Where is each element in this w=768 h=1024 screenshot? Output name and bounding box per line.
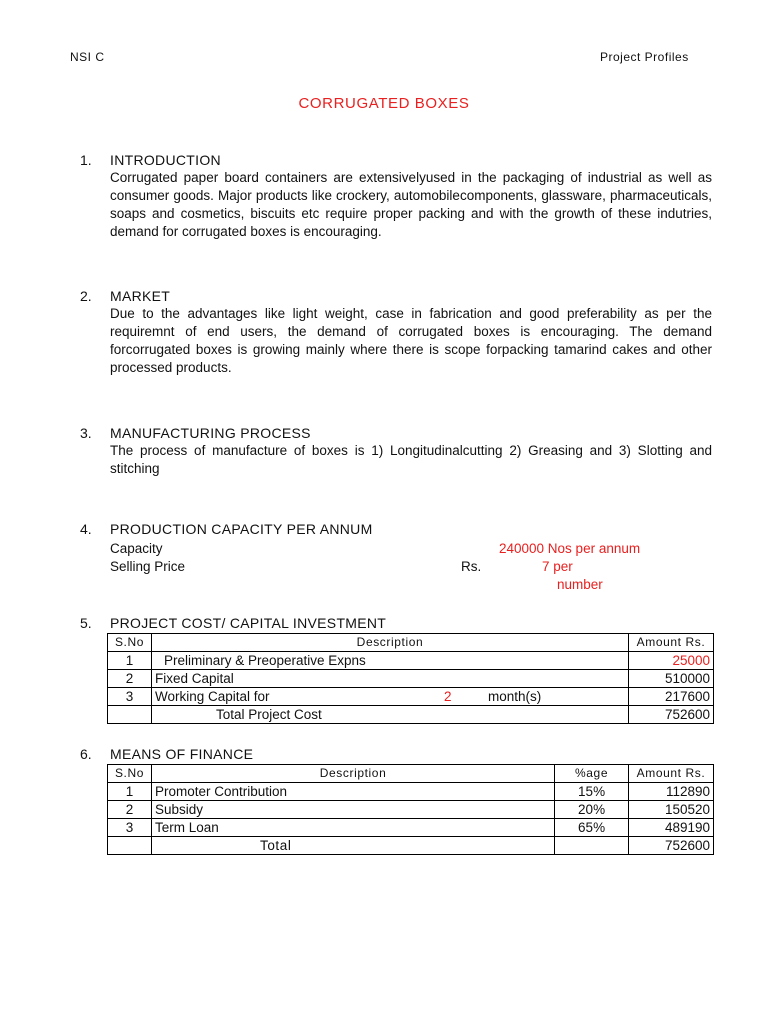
page-title: CORRUGATED BOXES (298, 95, 470, 112)
section-5-number: 5. (80, 615, 92, 631)
row-description: Subsidy (151, 801, 554, 819)
header-amount: Amount Rs. (629, 765, 714, 783)
table-header-row (108, 634, 714, 652)
total-label: Total Project Cost (151, 706, 628, 724)
section-5-title: PROJECT COST/ CAPITAL INVESTMENT (110, 615, 387, 631)
table-row (108, 783, 714, 801)
section-1-text: Corrugated paper board containers are extensivelyused in the packaging of industrial as well as consumer goods. Major products like crockery, automobilecomponents, glassware, pharmaceuticals, soaps and cosmetics, biscuits etc require proper packing and with the growth of these indutries, demand for corrugated boxes is encouraging. (110, 170, 712, 239)
section-3-number: 3. (80, 425, 92, 441)
header-amount: Amount Rs. (629, 634, 714, 652)
row-amount: 112890 (629, 783, 714, 801)
row-amount: 217600 (629, 688, 714, 706)
header-left: NSI C (70, 50, 105, 64)
header-percentage: %age (555, 765, 629, 783)
capacity-label: Capacity (110, 541, 163, 556)
row-description: Preliminary & Preoperative Expns (151, 652, 628, 670)
total-sno-empty (108, 837, 152, 855)
row-percentage: 65% (555, 819, 629, 837)
section-2-title: MARKET (110, 288, 171, 304)
section-6-number: 6. (80, 746, 92, 762)
section-3-title: MANUFACTURING PROCESS (110, 425, 311, 441)
selling-price-value: 7 per (542, 559, 573, 574)
section-3-text: The process of manufacture of boxes is 1) Longitudinalcutting 2) Greasing and 3) Slotting and stitching (110, 443, 712, 476)
header-description: Description (151, 634, 628, 652)
section-4-number: 4. (80, 521, 92, 537)
total-amount: 752600 (629, 706, 714, 724)
section-1-number: 1. (80, 152, 92, 168)
selling-price-label: Selling Price (110, 559, 186, 574)
selling-price-unit: number (557, 577, 603, 592)
row-description: Term Loan (151, 819, 554, 837)
table-row (108, 652, 714, 670)
selling-price-currency: Rs. (461, 559, 482, 574)
row-percentage: 20% (555, 801, 629, 819)
section-1-title: INTRODUCTION (110, 152, 221, 168)
section-2-text: Due to the advantages like light weight, case in fabrication and good preferability as per the requiremnt of end users, the demand of corrugated boxes is encouraging. The demand forcorrugated boxes is growing mainly where there is scope forpacking tamarind cakes and other processed products. (110, 306, 712, 375)
table-header-row (108, 765, 714, 783)
section-2-number: 2. (80, 288, 92, 304)
project-cost-table (107, 633, 714, 724)
row-description: Promoter Contribution (151, 783, 554, 801)
row-amount: 25000 (629, 652, 714, 670)
working-capital-months-label: month(s) (487, 689, 542, 704)
total-sno-empty (108, 706, 152, 724)
total-amount: 752600 (629, 837, 714, 855)
row-sno: 3 (108, 688, 152, 706)
row-description-cell (151, 688, 628, 706)
total-label: Total (151, 837, 554, 855)
row-amount: 489190 (629, 819, 714, 837)
table-row (108, 801, 714, 819)
means-of-finance-table (107, 764, 714, 855)
header-description: Description (151, 765, 554, 783)
row-sno: 2 (108, 670, 152, 688)
row-sno: 3 (108, 819, 152, 837)
table-row (108, 688, 714, 706)
row-amount: 150520 (629, 801, 714, 819)
working-capital-months: 2 (443, 689, 452, 704)
section-6-title: MEANS OF FINANCE (110, 746, 254, 762)
row-description: Fixed Capital (151, 670, 628, 688)
header-sno: S.No (108, 765, 152, 783)
row-description: Working Capital for (154, 689, 270, 704)
table-total-row (108, 706, 714, 724)
row-sno: 1 (108, 783, 152, 801)
total-percentage-empty (555, 837, 629, 855)
row-percentage: 15% (555, 783, 629, 801)
table-row (108, 819, 714, 837)
row-sno: 1 (108, 652, 152, 670)
section-4-title: PRODUCTION CAPACITY PER ANNUM (110, 521, 373, 537)
header-sno: S.No (108, 634, 152, 652)
capacity-value: 240000 Nos per annum (499, 541, 641, 556)
table-row (108, 670, 714, 688)
table-total-row (108, 837, 714, 855)
row-sno: 2 (108, 801, 152, 819)
row-amount: 510000 (629, 670, 714, 688)
header-right: Project Profiles (600, 50, 689, 64)
